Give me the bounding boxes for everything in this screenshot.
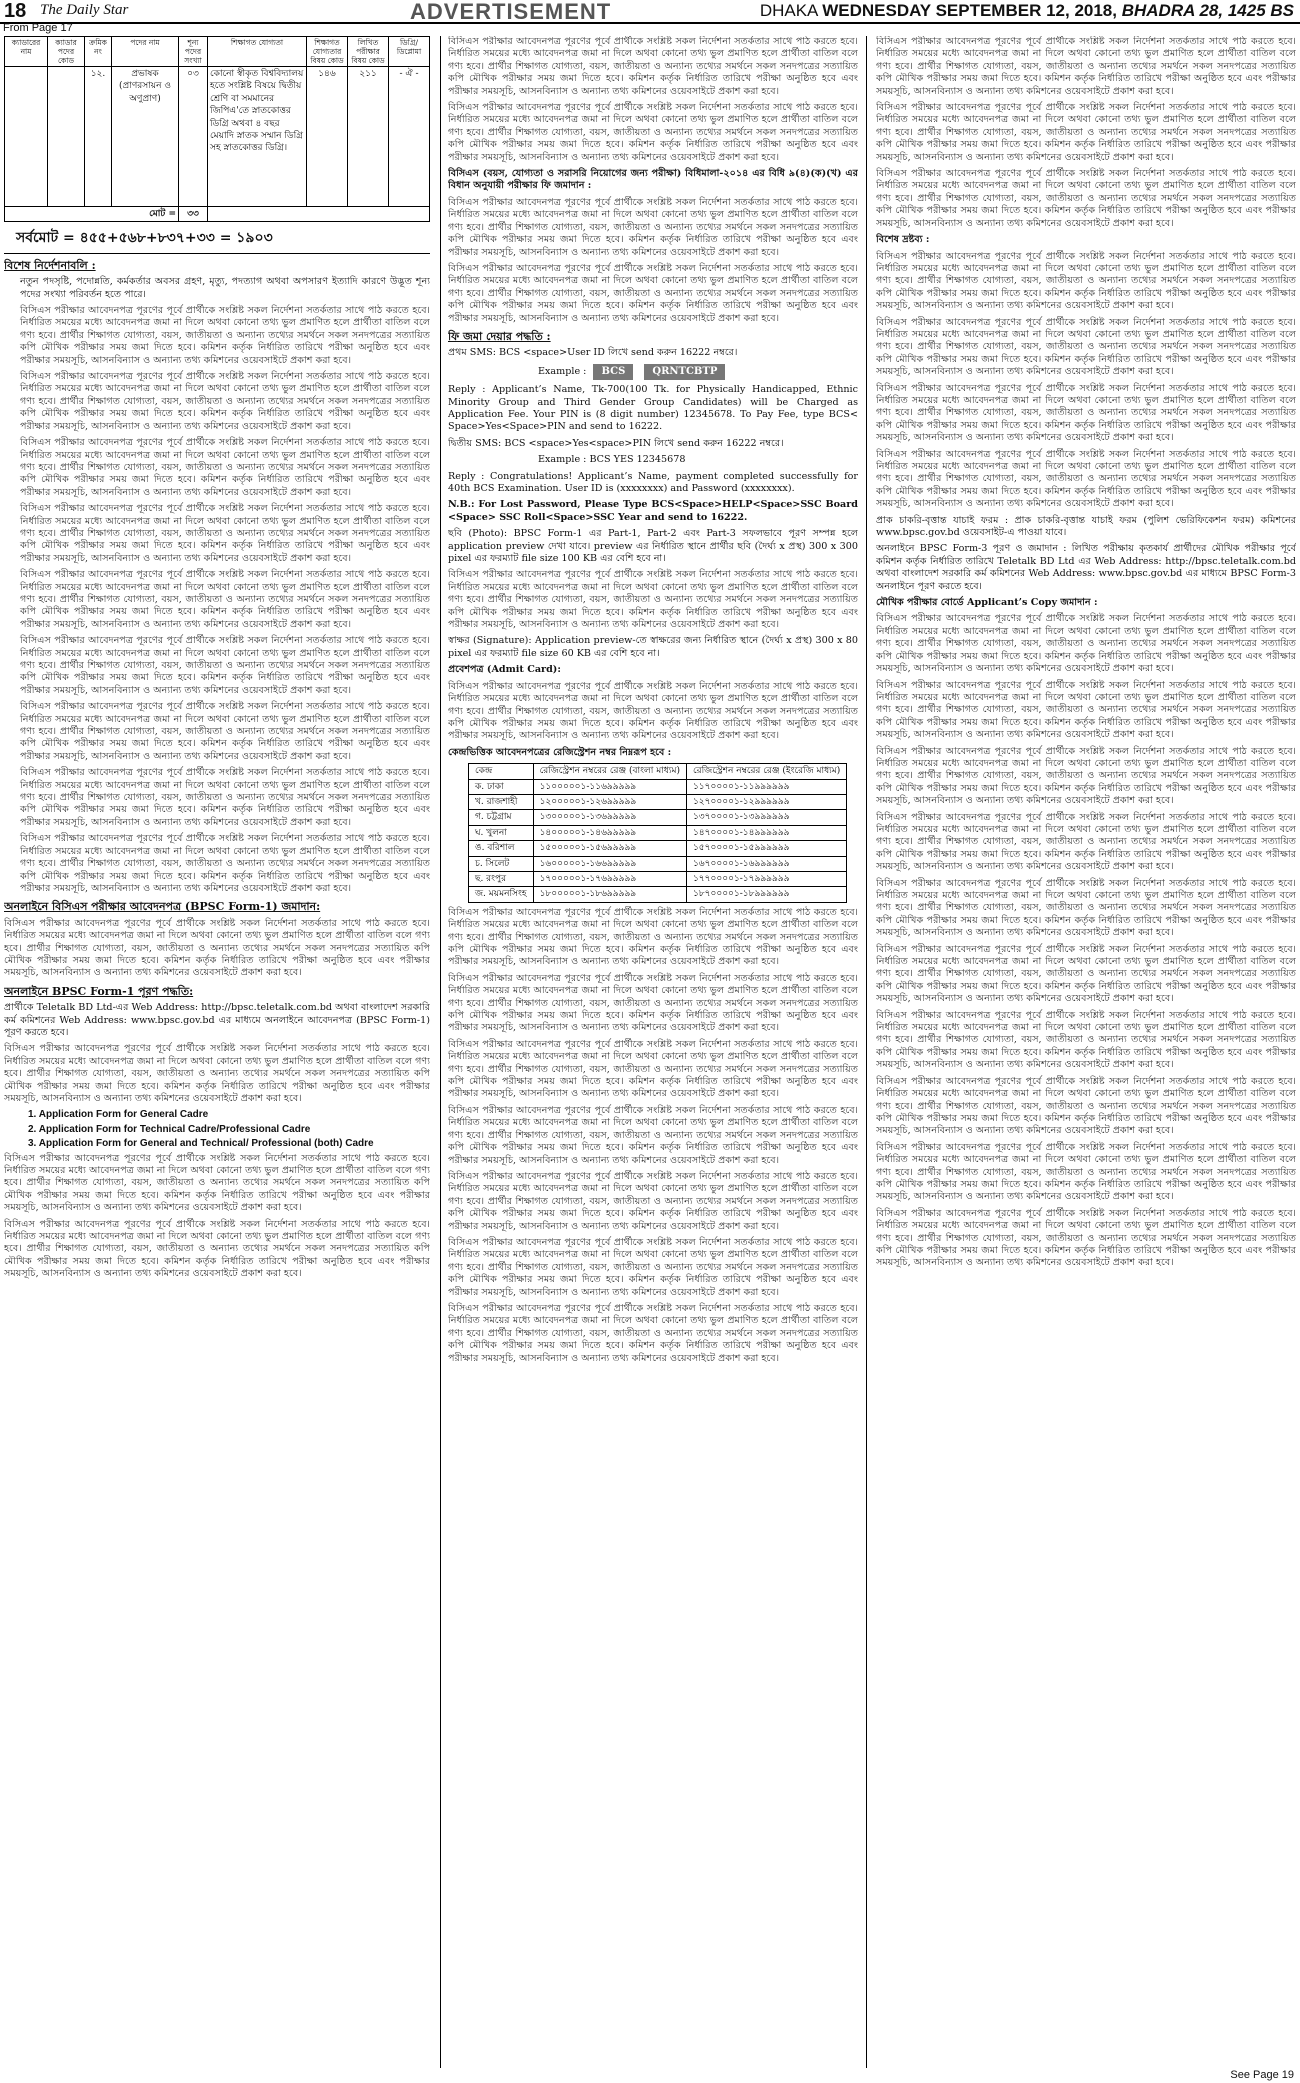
body-text: বিসিএস পরীক্ষার আবেদনপত্র পূরণের পূর্বে প্রার্থীকে সংশ্লিষ্ট সকল নির্দেশনা সতর্কতার সাথে পাঠ করতে হবে। নির্ধারিত সময়ের মধ্যে আবেদনপত্র জমা না দিলে অথবা কোনো তথ্য ভুল প্রমাণিত হলে প্রার্থীতা বাতিল বলে গণ্য হবে। প্রার্থীর শিক্ষাগত যোগ্যতা, বয়স, জাতীয়তা ও অন্যান্য তথ্যের সমর্থনে সকল সনদপত্রের সত্যায়িত কপি মৌখিক পরীক্ষার সময় জমা দিতে হবে। কমিশন কর্তৃক নির্ধারিত তারিখে পরীক্ষা অনুষ্ঠিত হবে এবং পরীক্ষার সময়সূচি, আসনবিন্যাস ও অন্যান্য তথ্য কমিশনের ওয়েবসাইটে প্রকাশ করা হবে।	[876, 316, 1296, 378]
table-header-cell: কেন্দ্র	[469, 764, 534, 779]
cadre-table	[4, 36, 430, 222]
page-number: 18	[4, 0, 27, 22]
body-text: বিসিএস পরীক্ষার আবেদনপত্র পূরণের পূর্বে প্রার্থীকে সংশ্লিষ্ট সকল নির্দেশনা সতর্কতার সাথে পাঠ করতে হবে। নির্ধারিত সময়ের মধ্যে আবেদনপত্র জমা না দিলে অথবা কোনো তথ্য ভুল প্রমাণিত হলে প্রার্থীতা বাতিল বলে গণ্য হবে। প্রার্থীর শিক্ষাগত যোগ্যতা, বয়স, জাতীয়তা ও অন্যান্য তথ্যের সমর্থনে সকল সনদপত্রের সত্যায়িত কপি মৌখিক পরীক্ষার সময় জমা দিতে হবে। কমিশন কর্তৃক নির্ধারিত তারিখে পরীক্ষা অনুষ্ঠিত হবে এবং পরীক্ষার সময়সূচি, আসনবিন্যাস ও অন্যান্য তথ্য কমিশনের ওয়েবসাইটে প্রকাশ করা হবে।	[20, 767, 430, 828]
website-instruction: প্রার্থীকে Teletalk BD Ltd-এর Web Address: http://bpsc.teletalk.com.bd অথবা বাংলাদেশ সরকারি কর্ম কমিশনের Web Address: www.bpsc.gov.bd এর মাধ্যমে অনলাইনে আবেদনপত্র (BPSC Form-1) পূরণ করতে হবে।	[4, 1002, 430, 1038]
body-text: বিসিএস পরীক্ষার আবেদনপত্র পূরণের পূর্বে প্রার্থীকে সংশ্লিষ্ট সকল নির্দেশনা সতর্কতার সাথে পাঠ করতে হবে। নির্ধারিত সময়ের মধ্যে আবেদনপত্র জমা না দিলে অথবা কোনো তথ্য ভুল প্রমাণিত হলে প্রার্থীতা বাতিল বলে গণ্য হবে। প্রার্থীর শিক্ষাগত যোগ্যতা, বয়স, জাতীয়তা ও অন্যান্য তথ্যের সমর্থনে সকল সনদপত্রের সত্যায়িত কপি মৌখিক পরীক্ষার সময় জমা দিতে হবে। কমিশন কর্তৃক নির্ধারিত তারিখে পরীক্ষা অনুষ্ঠিত হবে এবং পরীক্ষার সময়সূচি, আসনবিন্যাস ও অন্যান্য তথ্য কমিশনের ওয়েবসাইটে প্রকাশ করা হবে।	[876, 613, 1296, 675]
body-text: বিসিএস পরীক্ষার আবেদনপত্র পূরণের পূর্বে প্রার্থীকে সংশ্লিষ্ট সকল নির্দেশনা সতর্কতার সাথে পাঠ করতে হবে। নির্ধারিত সময়ের মধ্যে আবেদনপত্র জমা না দিলে অথবা কোনো তথ্য ভুল প্রমাণিত হলে প্রার্থীতা বাতিল বলে গণ্য হবে। প্রার্থীর শিক্ষাগত যোগ্যতা, বয়স, জাতীয়তা ও অন্যান্য তথ্যের সমর্থনে সকল সনদপত্রের সত্যায়িত কপি মৌখিক পরীক্ষার সময় জমা দিতে হবে। কমিশন কর্তৃক নির্ধারিত তারিখে পরীক্ষা অনুষ্ঠিত হবে এবং পরীক্ষার সময়সূচি, আসনবিন্যাস ও অন্যান্য তথ্য কমিশনের ওয়েবসাইটে প্রকাশ করা হবে।	[4, 1218, 430, 1280]
body-text: বিসিএস পরীক্ষার আবেদনপত্র পূরণের পূর্বে প্রার্থীকে সংশ্লিষ্ট সকল নির্দেশনা সতর্কতার সাথে পাঠ করতে হবে। নির্ধারিত সময়ের মধ্যে আবেদনপত্র জমা না দিলে অথবা কোনো তথ্য ভুল প্রমাণিত হলে প্রার্থীতা বাতিল বলে গণ্য হবে। প্রার্থীর শিক্ষাগত যোগ্যতা, বয়স, জাতীয়তা ও অন্যান্য তথ্যের সমর্থনে সকল সনদপত্রের সত্যায়িত কপি মৌখিক পরীক্ষার সময় জমা দিতে হবে। কমিশন কর্তৃক নির্ধারিত তারিখে পরীক্ষা অনুষ্ঠিত হবে এবং পরীক্ষার সময়সূচি, আসনবিন্যাস ও অন্যান্য তথ্য কমিশনের ওয়েবসাইটে প্রকাশ করা হবে।	[876, 36, 1296, 97]
body-text: বিসিএস পরীক্ষার আবেদনপত্র পূরণের পূর্বে প্রার্থীকে সংশ্লিষ্ট সকল নির্দেশনা সতর্কতার সাথে পাঠ করতে হবে। নির্ধারিত সময়ের মধ্যে আবেদনপত্র জমা না দিলে অথবা কোনো তথ্য ভুল প্রমাণিত হলে প্রার্থীতা বাতিল বলে গণ্য হবে। প্রার্থীর শিক্ষাগত যোগ্যতা, বয়স, জাতীয়তা ও অন্যান্য তথ্যের সমর্থনে সকল সনদপত্রের সত্যায়িত কপি মৌখিক পরীক্ষার সময় জমা দিতে হবে। কমিশন কর্তৃক নির্ধারিত তারিখে পরীক্ষা অনুষ্ঠিত হবে এবং পরীক্ষার সময়সূচি, আসনবিন্যাস ও অন্যান্য তথ্য কমিশনের ওয়েবসাইটে প্রকাশ করা হবে।	[4, 1152, 430, 1214]
table-row	[5, 67, 430, 207]
table-cell: প্রভাষক (প্রাণরসায়ন ও অণুপ্রাণ)	[112, 67, 179, 207]
column-right	[876, 36, 1296, 2066]
body-text: বিসিএস পরীক্ষার আবেদনপত্র পূরণের পূর্বে প্রার্থীকে সংশ্লিষ্ট সকল নির্দেশনা সতর্কতার সাথে পাঠ করতে হবে। নির্ধারিত সময়ের মধ্যে আবেদনপত্র জমা না দিলে অথবা কোনো তথ্য ভুল প্রমাণিত হলে প্রার্থীতা বাতিল বলে গণ্য হবে। প্রার্থীর শিক্ষাগত যোগ্যতা, বয়স, জাতীয়তা ও অন্যান্য তথ্যের সমর্থনে সকল সনদপত্রের সত্যায়িত কপি মৌখিক পরীক্ষার সময় জমা দিতে হবে। কমিশন কর্তৃক নির্ধারিত তারিখে পরীক্ষা অনুষ্ঠিত হবে এবং পরীক্ষার সময়সূচি, আসনবিন্যাস ও অন্যান্য তথ্য কমিশনের ওয়েবসাইটে প্রকাশ করা হবে।	[876, 877, 1296, 939]
special-note-label: বিশেষ দ্রষ্টব্য :	[876, 234, 930, 246]
table-cell: ঙ. বরিশাল	[469, 841, 534, 856]
body-text: বিসিএস পরীক্ষার আবেদনপত্র পূরণের পূর্বে প্রার্থীকে সংশ্লিষ্ট সকল নির্দেশনা সতর্কতার সাথে পাঠ করতে হবে। নির্ধারিত সময়ের মধ্যে আবেদনপত্র জমা না দিলে অথবা কোনো তথ্য ভুল প্রমাণিত হলে প্রার্থীতা বাতিল বলে গণ্য হবে। প্রার্থীর শিক্ষাগত যোগ্যতা, বয়স, জাতীয়তা ও অন্যান্য তথ্যের সমর্থনে সকল সনদপত্রের সত্যায়িত কপি মৌখিক পরীক্ষার সময় জমা দিতে হবে। কমিশন কর্তৃক নির্ধারিত তারিখে পরীক্ষা অনুষ্ঠিত হবে এবং পরীক্ষার সময়সূচি, আসনবিন্যাস ও অন্যান্য তথ্য কমিশনের ওয়েবসাইটে প্রকাশ করা হবে।	[876, 102, 1296, 163]
fee-method-title: ফি জমা দেয়ার পদ্ধতি :	[448, 329, 551, 343]
table-header-cell: ক্যাডার পদের কোড	[48, 37, 85, 67]
table-cell: ছ. রংপুর	[469, 871, 534, 886]
page-header	[0, 0, 1300, 24]
column-middle	[448, 36, 858, 2066]
body-text: বিসিএস পরীক্ষার আবেদনপত্র পূরণের পূর্বে প্রার্থীকে সংশ্লিষ্ট সকল নির্দেশনা সতর্কতার সাথে পাঠ করতে হবে। নির্ধারিত সময়ের মধ্যে আবেদনপত্র জমা না দিলে অথবা কোনো তথ্য ভুল প্রমাণিত হলে প্রার্থীতা বাতিল বলে গণ্য হবে। প্রার্থীর শিক্ষাগত যোগ্যতা, বয়স, জাতীয়তা ও অন্যান্য তথ্যের সমর্থনে সকল সনদপত্রের সত্যায়িত কপি মৌখিক পরীক্ষার সময় জমা দিতে হবে। কমিশন কর্তৃক নির্ধারিত তারিখে পরীক্ষা অনুষ্ঠিত হবে এবং পরীক্ষার সময়সূচি, আসনবিন্যাস ও অন্যান্য তথ্য কমিশনের ওয়েবসাইটে প্রকাশ করা হবে।	[20, 701, 430, 762]
table-cell: ১২.	[85, 67, 112, 207]
body-text: বিসিএস পরীক্ষার আবেদনপত্র পূরণের পূর্বে প্রার্থীকে সংশ্লিষ্ট সকল নির্দেশনা সতর্কতার সাথে পাঠ করতে হবে। নির্ধারিত সময়ের মধ্যে আবেদনপত্র জমা না দিলে অথবা কোনো তথ্য ভুল প্রমাণিত হলে প্রার্থীতা বাতিল বলে গণ্য হবে। প্রার্থীর শিক্ষাগত যোগ্যতা, বয়স, জাতীয়তা ও অন্যান্য তথ্যের সমর্থনে সকল সনদপত্রের সত্যায়িত কপি মৌখিক পরীক্ষার সময় জমা দিতে হবে। কমিশন কর্তৃক নির্ধারিত তারিখে পরীক্ষা অনুষ্ঠিত হবে এবং পরীক্ষার সময়সূচি, আসনবিন্যাস ও অন্যান্য তথ্য কমিশনের ওয়েবসাইটে প্রকাশ করা হবে।	[448, 1236, 858, 1298]
example-user-id: QRNTCBTP	[644, 364, 725, 380]
table-header-cell: রেজিস্ট্রেশন নম্বরের রেঞ্জ (ইংরেজি মাধ্যম)	[686, 764, 846, 779]
photo-instruction: ছবি (Photo): BPSC Form-1 এর Part-1, Part-2 এবং Part-3 সফলভাবে পূরণ সম্পন্ন হলে application preview দেখা যাবে। preview এর নির্ধারিত স্থানে প্রার্থীর ছবি (দৈর্ঘ্য x প্রস্থ) 300 x 300 pixel এর ফরম্যাট file size 100 KB এর বেশি হবে না।	[448, 528, 858, 565]
body-text: বিসিএস পরীক্ষার আবেদনপত্র পূরণের পূর্বে প্রার্থীকে সংশ্লিষ্ট সকল নির্দেশনা সতর্কতার সাথে পাঠ করতে হবে। নির্ধারিত সময়ের মধ্যে আবেদনপত্র জমা না দিলে অথবা কোনো তথ্য ভুল প্রমাণিত হলে প্রার্থীতা বাতিল বলে গণ্য হবে। প্রার্থীর শিক্ষাগত যোগ্যতা, বয়স, জাতীয়তা ও অন্যান্য তথ্যের সমর্থনে সকল সনদপত্রের সত্যায়িত কপি মৌখিক পরীক্ষার সময় জমা দিতে হবে। কমিশন কর্তৃক নির্ধারিত তারিখে পরীক্ষা অনুষ্ঠিত হবে এবং পরীক্ষার সময়সূচি, আসনবিন্যাস ও অন্যান্য তথ্য কমিশনের ওয়েবসাইটে প্রকাশ করা হবে।	[876, 1141, 1296, 1203]
table-cell: ১৫৭০০০০১-১৫৯৯৯৯৯৯	[686, 841, 846, 856]
table-row	[469, 825, 847, 840]
special-instructions-title: বিশেষ নির্দেশনাবলি :	[4, 258, 96, 272]
body-text: বিসিএস পরীক্ষার আবেদনপত্র পূরণের পূর্বে প্রার্থীকে সংশ্লিষ্ট সকল নির্দেশনা সতর্কতার সাথে পাঠ করতে হবে। নির্ধারিত সময়ের মধ্যে আবেদনপত্র জমা না দিলে অথবা কোনো তথ্য ভুল প্রমাণিত হলে প্রার্থীতা বাতিল বলে গণ্য হবে। প্রার্থীর শিক্ষাগত যোগ্যতা, বয়স, জাতীয়তা ও অন্যান্য তথ্যের সমর্থনে সকল সনদপত্রের সত্যায়িত কপি মৌখিক পরীক্ষার সময় জমা দিতে হবে। কমিশন কর্তৃক নির্ধারিত তারিখে পরীক্ষা অনুষ্ঠিত হবে এবং পরীক্ষার সময়সূচি, আসনবিন্যাস ও অন্যান্য তথ্য কমিশনের ওয়েবসাইটে প্রকাশ করা হবে।	[20, 305, 430, 366]
form-list-item: 3. Application Form for General and Technical/ Professional (both) Cadre	[28, 1138, 374, 1150]
table-header-cell: শিক্ষাগত যোগ্যতার বিষয় কোড	[307, 37, 348, 67]
body-text: বিসিএস পরীক্ষার আবেদনপত্র পূরণের পূর্বে প্রার্থীকে সংশ্লিষ্ট সকল নির্দেশনা সতর্কতার সাথে পাঠ করতে হবে। নির্ধারিত সময়ের মধ্যে আবেদনপত্র জমা না দিলে অথবা কোনো তথ্য ভুল প্রমাণিত হলে প্রার্থীতা বাতিল বলে গণ্য হবে। প্রার্থীর শিক্ষাগত যোগ্যতা, বয়স, জাতীয়তা ও অন্যান্য তথ্যের সমর্থনে সকল সনদপত্রের সত্যায়িত কপি মৌখিক পরীক্ষার সময় জমা দিতে হবে। কমিশন কর্তৃক নির্ধারিত তারিখে পরীক্ষা অনুষ্ঠিত হবে এবং পরীক্ষার সময়সূচি, আসনবিন্যাস ও অন্যান্য তথ্য কমিশনের ওয়েবসাইটে প্রকাশ করা হবে।	[20, 833, 430, 894]
body-text: বিসিএস পরীক্ষার আবেদনপত্র পূরণের পূর্বে প্রার্থীকে সংশ্লিষ্ট সকল নির্দেশনা সতর্কতার সাথে পাঠ করতে হবে। নির্ধারিত সময়ের মধ্যে আবেদনপত্র জমা না দিলে অথবা কোনো তথ্য ভুল প্রমাণিত হলে প্রার্থীতা বাতিল বলে গণ্য হবে। প্রার্থীর শিক্ষাগত যোগ্যতা, বয়স, জাতীয়তা ও অন্যান্য তথ্যের সমর্থনে সকল সনদপত্রের সত্যায়িত কপি মৌখিক পরীক্ষার সময় জমা দিতে হবে। কমিশন কর্তৃক নির্ধারিত তারিখে পরীক্ষা অনুষ্ঠিত হবে এবং পরীক্ষার সময়সূচি, আসনবিন্যাস ও অন্যান্য তথ্য কমিশনের ওয়েবসাইটে প্রকাশ করা হবে।	[876, 448, 1296, 510]
table-cell	[48, 67, 85, 207]
body-text: বিসিএস পরীক্ষার আবেদনপত্র পূরণের পূর্বে প্রার্থীকে সংশ্লিষ্ট সকল নির্দেশনা সতর্কতার সাথে পাঠ করতে হবে। নির্ধারিত সময়ের মধ্যে আবেদনপত্র জমা না দিলে অথবা কোনো তথ্য ভুল প্রমাণিত হলে প্রার্থীতা বাতিল বলে গণ্য হবে। প্রার্থীর শিক্ষাগত যোগ্যতা, বয়স, জাতীয়তা ও অন্যান্য তথ্যের সমর্থনে সকল সনদপত্রের সত্যায়িত কপি মৌখিক পরীক্ষার সময় জমা দিতে হবে। কমিশন কর্তৃক নির্ধারিত তারিখে পরীক্ষা অনুষ্ঠিত হবে এবং পরীক্ষার সময়সূচি, আসনবিন্যাস ও অন্যান্য তথ্য কমিশনের ওয়েবসাইটে প্রকাশ করা হবে।	[20, 635, 430, 696]
table-cell: - ঐ -	[389, 67, 430, 207]
grand-total: সর্বমোট = ৪৫৫+৫৬৮+৮৩৭+৩৩ = ১৯০৩	[16, 230, 273, 247]
example-label: Example :	[538, 365, 587, 377]
table-cell: ১৬০০০০০১-১৬৬৯৯৯৯৯	[533, 856, 686, 871]
dateline-date: WEDNESDAY SEPTEMBER 12, 2018,	[822, 1, 1117, 20]
total-value: ৩৩	[179, 207, 208, 222]
table-cell: ঘ. খুলনা	[469, 825, 534, 840]
table-header-row	[469, 764, 847, 779]
table-row	[469, 794, 847, 809]
body-text: বিসিএস পরীক্ষার আবেদনপত্র পূরণের পূর্বে প্রার্থীকে সংশ্লিষ্ট সকল নির্দেশনা সতর্কতার সাথে পাঠ করতে হবে। নির্ধারিত সময়ের মধ্যে আবেদনপত্র জমা না দিলে অথবা কোনো তথ্য ভুল প্রমাণিত হলে প্রার্থীতা বাতিল বলে গণ্য হবে। প্রার্থীর শিক্ষাগত যোগ্যতা, বয়স, জাতীয়তা ও অন্যান্য তথ্যের সমর্থনে সকল সনদপত্রের সত্যায়িত কপি মৌখিক পরীক্ষার সময় জমা দিতে হবে। কমিশন কর্তৃক নির্ধারিত তারিখে পরীক্ষা অনুষ্ঠিত হবে এবং পরীক্ষার সময়সূচি, আসনবিন্যাস ও অন্যান্য তথ্য কমিশনের ওয়েবসাইটে প্রকাশ করা হবে।	[876, 811, 1296, 873]
table-cell: চ. সিলেট	[469, 856, 534, 871]
table-header-cell: ক্যাডারের নাম	[5, 37, 48, 67]
body-text: বিসিএস পরীক্ষার আবেদনপত্র পূরণের পূর্বে প্রার্থীকে সংশ্লিষ্ট সকল নির্দেশনা সতর্কতার সাথে পাঠ করতে হবে। নির্ধারিত সময়ের মধ্যে আবেদনপত্র জমা না দিলে অথবা কোনো তথ্য ভুল প্রমাণিত হলে প্রার্থীতা বাতিল বলে গণ্য হবে। প্রার্থীর শিক্ষাগত যোগ্যতা, বয়স, জাতীয়তা ও অন্যান্য তথ্যের সমর্থনে সকল সনদপত্রের সত্যায়িত কপি মৌখিক পরীক্ষার সময় জমা দিতে হবে। কমিশন কর্তৃক নির্ধারিত তারিখে পরীক্ষা অনুষ্ঠিত হবে এবং পরীক্ষার সময়সূচি, আসনবিন্যাস ও অন্যান্য তথ্য কমিশনের ওয়েবসাইটে প্রকাশ করা হবে।	[876, 382, 1296, 444]
form3-instruction: অনলাইনে BPSC Form-3 পূরণ ও জমাদান : লিখিত পরীক্ষায় কৃতকার্য প্রার্থীদের মৌখিক পরীক্ষার পূর্বে কমিশন কর্তৃক নির্ধারিত তারিখে Teletalk BD Ltd এর Web Address: http://bpsc.teletalk.com.bd অথবা বাংলাদেশ সরকারি কর্ম কমিশনের Web Address: www.bpsc.gov.bd এর মাধ্যমে BPSC Form-3 অনলাইনে পূরণ করতে হবে।	[876, 543, 1296, 592]
column-divider	[440, 36, 441, 2068]
body-text: বিসিএস পরীক্ষার আবেদনপত্র পূরণের পূর্বে প্রার্থীকে সংশ্লিষ্ট সকল নির্দেশনা সতর্কতার সাথে পাঠ করতে হবে। নির্ধারিত সময়ের মধ্যে আবেদনপত্র জমা না দিলে অথবা কোনো তথ্য ভুল প্রমাণিত হলে প্রার্থীতা বাতিল বলে গণ্য হবে। প্রার্থীর শিক্ষাগত যোগ্যতা, বয়স, জাতীয়তা ও অন্যান্য তথ্যের সমর্থনে সকল সনদপত্রের সত্যায়িত কপি মৌখিক পরীক্ষার সময় জমা দিতে হবে। কমিশন কর্তৃক নির্ধারিত তারিখে পরীক্ষা অনুষ্ঠিত হবে এবং পরীক্ষার সময়সূচি, আসনবিন্যাস ও অন্যান্য তথ্য কমিশনের ওয়েবসাইটে প্রকাশ করা হবে।	[448, 1038, 858, 1100]
dateline-bangla-date: BHADRA 28, 1425 BS	[1121, 1, 1294, 20]
table-row	[469, 856, 847, 871]
example-row	[448, 364, 858, 380]
body-text: বিসিএস পরীক্ষার আবেদনপত্র পূরণের পূর্বে প্রার্থীকে সংশ্লিষ্ট সকল নির্দেশনা সতর্কতার সাথে পাঠ করতে হবে। নির্ধারিত সময়ের মধ্যে আবেদনপত্র জমা না দিলে অথবা কোনো তথ্য ভুল প্রমাণিত হলে প্রার্থীতা বাতিল বলে গণ্য হবে। প্রার্থীর শিক্ষাগত যোগ্যতা, বয়স, জাতীয়তা ও অন্যান্য তথ্যের সমর্থনে সকল সনদপত্রের সত্যায়িত কপি মৌখিক পরীক্ষার সময় জমা দিতে হবে। কমিশন কর্তৃক নির্ধারিত তারিখে পরীক্ষা অনুষ্ঠিত হবে এবং পরীক্ষার সময়সূচি, আসনবিন্যাস ও অন্যান্য তথ্য কমিশনের ওয়েবসাইটে প্রকাশ করা হবে।	[448, 1302, 858, 1364]
second-sms: দ্বিতীয় SMS: BCS <space>Yes<space>PIN লিখে send করুন 16222 নম্বরে।	[448, 437, 784, 449]
body-text: বিসিএস পরীক্ষার আবেদনপত্র পূরণের পূর্বে প্রার্থীকে সংশ্লিষ্ট সকল নির্দেশনা সতর্কতার সাথে পাঠ করতে হবে। নির্ধারিত সময়ের মধ্যে আবেদনপত্র জমা না দিলে অথবা কোনো তথ্য ভুল প্রমাণিত হলে প্রার্থীতা বাতিল বলে গণ্য হবে। প্রার্থীর শিক্ষাগত যোগ্যতা, বয়স, জাতীয়তা ও অন্যান্য তথ্যের সমর্থনে সকল সনদপত্রের সত্যায়িত কপি মৌখিক পরীক্ষার সময় জমা দিতে হবে। কমিশন কর্তৃক নির্ধারিত তারিখে পরীক্ষা অনুষ্ঠিত হবে এবং পরীক্ষার সময়সূচি, আসনবিন্যাস ও অন্যান্য তথ্য কমিশনের ওয়েবসাইটে প্রকাশ করা হবে।	[448, 36, 858, 97]
body-text: বিসিএস পরীক্ষার আবেদনপত্র পূরণের পূর্বে প্রার্থীকে সংশ্লিষ্ট সকল নির্দেশনা সতর্কতার সাথে পাঠ করতে হবে। নির্ধারিত সময়ের মধ্যে আবেদনপত্র জমা না দিলে অথবা কোনো তথ্য ভুল প্রমাণিত হলে প্রার্থীতা বাতিল বলে গণ্য হবে। প্রার্থীর শিক্ষাগত যোগ্যতা, বয়স, জাতীয়তা ও অন্যান্য তথ্যের সমর্থনে সকল সনদপত্রের সত্যায়িত কপি মৌখিক পরীক্ষার সময় জমা দিতে হবে। কমিশন কর্তৃক নির্ধারিত তারিখে পরীক্ষা অনুষ্ঠিত হবে এবং পরীক্ষার সময়সূচি, আসনবিন্যাস ও অন্যান্য তথ্য কমিশনের ওয়েবসাইটে প্রকাশ করা হবে।	[4, 1043, 430, 1104]
table-cell: ১৮০০০০০১-১৮৬৯৯৯৯৯	[533, 887, 686, 902]
table-header-cell: ডিগ্রি/ডিপ্লোমা	[389, 37, 430, 67]
viva-title: মৌখিক পরীক্ষার বোর্ডে Applicant’s Copy জমাদান :	[876, 597, 1098, 609]
table-cell: ১১০০০০০১-১১৬৯৯৯৯৯	[533, 779, 686, 794]
table-cell: ১৭০০০০০১-১৭৬৯৯৯৯৯	[533, 871, 686, 886]
table-cell: ১২০০০০০১-১২৬৯৯৯৯৯	[533, 794, 686, 809]
body-text: বিসিএস পরীক্ষার আবেদনপত্র পূরণের পূর্বে প্রার্থীকে সংশ্লিষ্ট সকল নির্দেশনা সতর্কতার সাথে পাঠ করতে হবে। নির্ধারিত সময়ের মধ্যে আবেদনপত্র জমা না দিলে অথবা কোনো তথ্য ভুল প্রমাণিত হলে প্রার্থীতা বাতিল বলে গণ্য হবে। প্রার্থীর শিক্ষাগত যোগ্যতা, বয়স, জাতীয়তা ও অন্যান্য তথ্যের সমর্থনে সকল সনদপত্রের সত্যায়িত কপি মৌখিক পরীক্ষার সময় জমা দিতে হবে। কমিশন কর্তৃক নির্ধারিত তারিখে পরীক্ষা অনুষ্ঠিত হবে এবং পরীক্ষার সময়সূচি, আসনবিন্যাস ও অন্যান্য তথ্য কমিশনের ওয়েবসাইটে প্রকাশ করা হবে।	[876, 1075, 1296, 1137]
bpsc-form-title: অনলাইনে BPSC Form-1 পূরণ পদ্ধতি:	[4, 984, 194, 998]
table-header-cell: পদের নাম	[112, 37, 179, 67]
table-header-cell: লিখিত পরীক্ষার বিষয় কোড	[348, 37, 389, 67]
fee-process-title: বিসিএস (বয়স, যোগ্যতা ও সরাসরি নিয়োগের জন্য পরীক্ষা) বিধিমালা-২০১৪ এর বিধি ৯(৪)(ক)(খ) এর বিধান অনুযায়ী পরীক্ষার ফি জমাদান :	[448, 168, 858, 192]
body-text: বিসিএস পরীক্ষার আবেদনপত্র পূরণের পূর্বে প্রার্থীকে সংশ্লিষ্ট সকল নির্দেশনা সতর্কতার সাথে পাঠ করতে হবে। নির্ধারিত সময়ের মধ্যে আবেদনপত্র জমা না দিলে অথবা কোনো তথ্য ভুল প্রমাণিত হলে প্রার্থীতা বাতিল বলে গণ্য হবে। প্রার্থীর শিক্ষাগত যোগ্যতা, বয়স, জাতীয়তা ও অন্যান্য তথ্যের সমর্থনে সকল সনদপত্রের সত্যায়িত কপি মৌখিক পরীক্ষার সময় জমা দিতে হবে। কমিশন কর্তৃক নির্ধারিত তারিখে পরীক্ষা অনুষ্ঠিত হবে এবং পরীক্ষার সময়সূচি, আসনবিন্যাস ও অন্যান্য তথ্য কমিশনের ওয়েবসাইটে প্রকাশ করা হবে।	[448, 972, 858, 1034]
body-text: বিসিএস পরীক্ষার আবেদনপত্র পূরণের পূর্বে প্রার্থীকে সংশ্লিষ্ট সকল নির্দেশনা সতর্কতার সাথে পাঠ করতে হবে। নির্ধারিত সময়ের মধ্যে আবেদনপত্র জমা না দিলে অথবা কোনো তথ্য ভুল প্রমাণিত হলে প্রার্থীতা বাতিল বলে গণ্য হবে। প্রার্থীর শিক্ষাগত যোগ্যতা, বয়স, জাতীয়তা ও অন্যান্য তথ্যের সমর্থনে সকল সনদপত্রের সত্যায়িত কপি মৌখিক পরীক্ষার সময় জমা দিতে হবে। কমিশন কর্তৃক নির্ধারিত তারিখে পরীক্ষা অনুষ্ঠিত হবে এবং পরীক্ষার সময়সূচি, আসনবিন্যাস ও অন্যান্য তথ্য কমিশনের ওয়েবসাইটে প্রকাশ করা হবে।	[876, 943, 1296, 1005]
table-header-cell: ক্রমিক নং	[85, 37, 112, 67]
table-row	[469, 810, 847, 825]
body-text: বিসিএস পরীক্ষার আবেদনপত্র পূরণের পূর্বে প্রার্থীকে সংশ্লিষ্ট সকল নির্দেশনা সতর্কতার সাথে পাঠ করতে হবে। নির্ধারিত সময়ের মধ্যে আবেদনপত্র জমা না দিলে অথবা কোনো তথ্য ভুল প্রমাণিত হলে প্রার্থীতা বাতিল বলে গণ্য হবে। প্রার্থীর শিক্ষাগত যোগ্যতা, বয়স, জাতীয়তা ও অন্যান্য তথ্যের সমর্থনে সকল সনদপত্রের সত্যায়িত কপি মৌখিক পরীক্ষার সময় জমা দিতে হবে। কমিশন কর্তৃক নির্ধারিত তারিখে পরীক্ষা অনুষ্ঠিত হবে এবং পরীক্ষার সময়সূচি, আসনবিন্যাস ও অন্যান্য তথ্য কমিশনের ওয়েবসাইটে প্রকাশ করা হবে।	[448, 1170, 858, 1232]
body-text: বিসিএস পরীক্ষার আবেদনপত্র পূরণের পূর্বে প্রার্থীকে সংশ্লিষ্ট সকল নির্দেশনা সতর্কতার সাথে পাঠ করতে হবে। নির্ধারিত সময়ের মধ্যে আবেদনপত্র জমা না দিলে অথবা কোনো তথ্য ভুল প্রমাণিত হলে প্রার্থীতা বাতিল বলে গণ্য হবে। প্রার্থীর শিক্ষাগত যোগ্যতা, বয়স, জাতীয়তা ও অন্যান্য তথ্যের সমর্থনে সকল সনদপত্রের সত্যায়িত কপি মৌখিক পরীক্ষার সময় জমা দিতে হবে। কমিশন কর্তৃক নির্ধারিত তারিখে পরীক্ষা অনুষ্ঠিত হবে এবং পরীক্ষার সময়সূচি, আসনবিন্যাস ও অন্যান্য তথ্য কমিশনের ওয়েবসাইটে প্রকাশ করা হবে।	[20, 569, 430, 630]
centre-table-title: কেন্দ্রভিত্তিক আবেদনপত্রের রেজিস্ট্রেশন নম্বর নিম্নরূপ হবে :	[448, 746, 672, 758]
dateline-place: DHAKA	[759, 1, 818, 20]
table-total-row	[5, 207, 430, 222]
from-page-label: From Page 17	[3, 22, 73, 34]
total-label: মোট =	[5, 207, 179, 222]
admit-card-title: প্রবেশপত্র (Admit Card):	[448, 664, 561, 676]
table-cell: ২১১	[348, 67, 389, 207]
reply-message: Reply : Applicant’s Name, Tk-700(100 Tk. for Physically Handicapped, Ethnic Minority Group and Third Gender Group Candidates) will be Charged as Application Fee. Your PIN is (8 digit number) 12345678. To Pay Fee, type BCS< Space>Yes<Space>PIN and send to 16222.	[448, 384, 858, 433]
nb-note: N.B.: For Lost Password, Please Type BCS<Space>HELP<Space>SSC Board <Space> SSC Roll<Space>SSC Year and send to 16222.	[448, 499, 858, 523]
body-text: বিসিএস পরীক্ষার আবেদনপত্র পূরণের পূর্বে প্রার্থীকে সংশ্লিষ্ট সকল নির্দেশনা সতর্কতার সাথে পাঠ করতে হবে। নির্ধারিত সময়ের মধ্যে আবেদনপত্র জমা না দিলে অথবা কোনো তথ্য ভুল প্রমাণিত হলে প্রার্থীতা বাতিল বলে গণ্য হবে। প্রার্থীর শিক্ষাগত যোগ্যতা, বয়স, জাতীয়তা ও অন্যান্য তথ্যের সমর্থনে সকল সনদপত্রের সত্যায়িত কপি মৌখিক পরীক্ষার সময় জমা দিতে হবে। কমিশন কর্তৃক নির্ধারিত তারিখে পরীক্ষা অনুষ্ঠিত হবে এবং পরীক্ষার সময়সূচি, আসনবিন্যাস ও অন্যান্য তথ্য কমিশনের ওয়েবসাইটে প্রকাশ করা হবে।	[20, 371, 430, 432]
table-row	[469, 871, 847, 886]
table-cell: খ. রাজশাহী	[469, 794, 534, 809]
table-row	[469, 887, 847, 902]
form-list-item: 2. Application Form for Technical Cadre/Professional Cadre	[28, 1123, 311, 1135]
example-sms-keyword: BCS	[593, 364, 633, 380]
table-cell: ক. ঢাকা	[469, 779, 534, 794]
continued-label: See Page 19	[1230, 2069, 1294, 2081]
table-header-cell: শিক্ষাগত যোগ্যতা	[208, 37, 307, 67]
table-cell: ১১৭০০০০১-১১৯৯৯৯৯৯	[686, 779, 846, 794]
table-cell: ১৪০০০০০১-১৪৬৯৯৯৯৯	[533, 825, 686, 840]
form-list-item: 1. Application Form for General Cadre	[28, 1109, 209, 1121]
reply-message-2: Reply : Congratulations! Applicant’s Name, payment completed successfully for 40th BCS Examination. User ID is (xxxxxxxx) and Password (xxxxxxxx).	[448, 470, 858, 494]
divider	[4, 253, 430, 254]
newspaper-name: The Daily Star	[40, 2, 129, 18]
body-text: বিসিএস পরীক্ষার আবেদনপত্র পূরণের পূর্বে প্রার্থীকে সংশ্লিষ্ট সকল নির্দেশনা সতর্কতার সাথে পাঠ করতে হবে। নির্ধারিত সময়ের মধ্যে আবেদনপত্র জমা না দিলে অথবা কোনো তথ্য ভুল প্রমাণিত হলে প্রার্থীতা বাতিল বলে গণ্য হবে। প্রার্থীর শিক্ষাগত যোগ্যতা, বয়স, জাতীয়তা ও অন্যান্য তথ্যের সমর্থনে সকল সনদপত্রের সত্যায়িত কপি মৌখিক পরীক্ষার সময় জমা দিতে হবে। কমিশন কর্তৃক নির্ধারিত তারিখে পরীক্ষা অনুষ্ঠিত হবে এবং পরীক্ষার সময়সূচি, আসনবিন্যাস ও অন্যান্য তথ্য কমিশনের ওয়েবসাইটে প্রকাশ করা হবে।	[876, 679, 1296, 741]
body-text: বিসিএস পরীক্ষার আবেদনপত্র পূরণের পূর্বে প্রার্থীকে সংশ্লিষ্ট সকল নির্দেশনা সতর্কতার সাথে পাঠ করতে হবে। নির্ধারিত সময়ের মধ্যে আবেদনপত্র জমা না দিলে অথবা কোনো তথ্য ভুল প্রমাণিত হলে প্রার্থীতা বাতিল বলে গণ্য হবে। প্রার্থীর শিক্ষাগত যোগ্যতা, বয়স, জাতীয়তা ও অন্যান্য তথ্যের সমর্থনে সকল সনদপত্রের সত্যায়িত কপি মৌখিক পরীক্ষার সময় জমা দিতে হবে। কমিশন কর্তৃক নির্ধারিত তারিখে পরীক্ষা অনুষ্ঠিত হবে এবং পরীক্ষার সময়সূচি, আসনবিন্যাস ও অন্যান্য তথ্য কমিশনের ওয়েবসাইটে প্রকাশ করা হবে।	[448, 1104, 858, 1166]
table-cell: ১৪৬	[307, 67, 348, 207]
police-verification-note: প্রাক চাকরি-বৃত্তান্ত যাচাই ফরম : প্রাক চাকরি-বৃত্তান্ত যাচাই ফরম (পুলিশ ভেরিফিকেশন ফরম) কমিশনের www.bpsc.gov.bd ওয়েবসাইট-এ পাওয়া যাবে।	[876, 514, 1296, 539]
body-text: বিসিএস পরীক্ষার আবেদনপত্র পূরণের পূর্বে প্রার্থীকে সংশ্লিষ্ট সকল নির্দেশনা সতর্কতার সাথে পাঠ করতে হবে। নির্ধারিত সময়ের মধ্যে আবেদনপত্র জমা না দিলে অথবা কোনো তথ্য ভুল প্রমাণিত হলে প্রার্থীতা বাতিল বলে গণ্য হবে। প্রার্থীর শিক্ষাগত যোগ্যতা, বয়স, জাতীয়তা ও অন্যান্য তথ্যের সমর্থনে সকল সনদপত্রের সত্যায়িত কপি মৌখিক পরীক্ষার সময় জমা দিতে হবে। কমিশন কর্তৃক নির্ধারিত তারিখে পরীক্ষা অনুষ্ঠিত হবে এবং পরীক্ষার সময়সূচি, আসনবিন্যাস ও অন্যান্য তথ্য কমিশনের ওয়েবসাইটে প্রকাশ করা হবে।	[448, 680, 858, 742]
table-cell	[5, 67, 48, 207]
body-text: বিসিএস পরীক্ষার আবেদনপত্র পূরণের পূর্বে প্রার্থীকে সংশ্লিষ্ট সকল নির্দেশনা সতর্কতার সাথে পাঠ করতে হবে। নির্ধারিত সময়ের মধ্যে আবেদনপত্র জমা না দিলে অথবা কোনো তথ্য ভুল প্রমাণিত হলে প্রার্থীতা বাতিল বলে গণ্য হবে। প্রার্থীর শিক্ষাগত যোগ্যতা, বয়স, জাতীয়তা ও অন্যান্য তথ্যের সমর্থনে সকল সনদপত্রের সত্যায়িত কপি মৌখিক পরীক্ষার সময় জমা দিতে হবে। কমিশন কর্তৃক নির্ধারিত তারিখে পরীক্ষা অনুষ্ঠিত হবে এবং পরীক্ষার সময়সূচি, আসনবিন্যাস ও অন্যান্য তথ্য কমিশনের ওয়েবসাইটে প্রকাশ করা হবে।	[4, 917, 430, 979]
body-text: বিসিএস পরীক্ষার আবেদনপত্র পূরণের পূর্বে প্রার্থীকে সংশ্লিষ্ট সকল নির্দেশনা সতর্কতার সাথে পাঠ করতে হবে। নির্ধারিত সময়ের মধ্যে আবেদনপত্র জমা না দিলে অথবা কোনো তথ্য ভুল প্রমাণিত হলে প্রার্থীতা বাতিল বলে গণ্য হবে। প্রার্থীর শিক্ষাগত যোগ্যতা, বয়স, জাতীয়তা ও অন্যান্য তথ্যের সমর্থনে সকল সনদপত্রের সত্যায়িত কপি মৌখিক পরীক্ষার সময় জমা দিতে হবে। কমিশন কর্তৃক নির্ধারিত তারিখে পরীক্ষা অনুষ্ঠিত হবে এবং পরীক্ষার সময়সূচি, আসনবিন্যাস ও অন্যান্য তথ্য কমিশনের ওয়েবসাইটে প্রকাশ করা হবে।	[20, 503, 430, 564]
column-left	[4, 36, 430, 2066]
table-cell: ১৩৭০০০০১-১৩৯৯৯৯৯৯	[686, 810, 846, 825]
body-text: বিসিএস পরীক্ষার আবেদনপত্র পূরণের পূর্বে প্রার্থীকে সংশ্লিষ্ট সকল নির্দেশনা সতর্কতার সাথে পাঠ করতে হবে। নির্ধারিত সময়ের মধ্যে আবেদনপত্র জমা না দিলে অথবা কোনো তথ্য ভুল প্রমাণিত হলে প্রার্থীতা বাতিল বলে গণ্য হবে। প্রার্থীর শিক্ষাগত যোগ্যতা, বয়স, জাতীয়তা ও অন্যান্য তথ্যের সমর্থনে সকল সনদপত্রের সত্যায়িত কপি মৌখিক পরীক্ষার সময় জমা দিতে হবে। কমিশন কর্তৃক নির্ধারিত তারিখে পরীক্ষা অনুষ্ঠিত হবে এবং পরীক্ষার সময়সূচি, আসনবিন্যাস ও অন্যান্য তথ্য কমিশনের ওয়েবসাইটে প্রকাশ করা হবে।	[448, 569, 858, 631]
table-cell: জ. ময়মনসিংহ	[469, 887, 534, 902]
table-header-cell: শূন্য পদের সংখ্যা	[179, 37, 208, 67]
body-text: বিসিএস পরীক্ষার আবেদনপত্র পূরণের পূর্বে প্রার্থীকে সংশ্লিষ্ট সকল নির্দেশনা সতর্কতার সাথে পাঠ করতে হবে। নির্ধারিত সময়ের মধ্যে আবেদনপত্র জমা না দিলে অথবা কোনো তথ্য ভুল প্রমাণিত হলে প্রার্থীতা বাতিল বলে গণ্য হবে। প্রার্থীর শিক্ষাগত যোগ্যতা, বয়স, জাতীয়তা ও অন্যান্য তথ্যের সমর্থনে সকল সনদপত্রের সত্যায়িত কপি মৌখিক পরীক্ষার সময় জমা দিতে হবে। কমিশন কর্তৃক নির্ধারিত তারিখে পরীক্ষা অনুষ্ঠিত হবে এবং পরীক্ষার সময়সূচি, আসনবিন্যাস ও অন্যান্য তথ্য কমিশনের ওয়েবসাইটে প্রকাশ করা হবে।	[448, 102, 858, 163]
table-row	[469, 841, 847, 856]
body-text: বিসিএস পরীক্ষার আবেদনপত্র পূরণের পূর্বে প্রার্থীকে সংশ্লিষ্ট সকল নির্দেশনা সতর্কতার সাথে পাঠ করতে হবে। নির্ধারিত সময়ের মধ্যে আবেদনপত্র জমা না দিলে অথবা কোনো তথ্য ভুল প্রমাণিত হলে প্রার্থীতা বাতিল বলে গণ্য হবে। প্রার্থীর শিক্ষাগত যোগ্যতা, বয়স, জাতীয়তা ও অন্যান্য তথ্যের সমর্থনে সকল সনদপত্রের সত্যায়িত কপি মৌখিক পরীক্ষার সময় জমা দিতে হবে। কমিশন কর্তৃক নির্ধারিত তারিখে পরীক্ষা অনুষ্ঠিত হবে এবং পরীক্ষার সময়সূচি, আসনবিন্যাস ও অন্যান্য তথ্য কমিশনের ওয়েবসাইটে প্রকাশ করা হবে।	[876, 1207, 1296, 1269]
body-text: বিসিএস পরীক্ষার আবেদনপত্র পূরণের পূর্বে প্রার্থীকে সংশ্লিষ্ট সকল নির্দেশনা সতর্কতার সাথে পাঠ করতে হবে। নির্ধারিত সময়ের মধ্যে আবেদনপত্র জমা না দিলে অথবা কোনো তথ্য ভুল প্রমাণিত হলে প্রার্থীতা বাতিল বলে গণ্য হবে। প্রার্থীর শিক্ষাগত যোগ্যতা, বয়স, জাতীয়তা ও অন্যান্য তথ্যের সমর্থনে সকল সনদপত্রের সত্যায়িত কপি মৌখিক পরীক্ষার সময় জমা দিতে হবে। কমিশন কর্তৃক নির্ধারিত তারিখে পরীক্ষা অনুষ্ঠিত হবে এবং পরীক্ষার সময়সূচি, আসনবিন্যাস ও অন্যান্য তথ্য কমিশনের ওয়েবসাইটে প্রকাশ করা হবে।	[448, 196, 858, 258]
example-2: Example : BCS YES 12345678	[538, 454, 686, 466]
table-cell: গ. চট্টগ্রাম	[469, 810, 534, 825]
special-note: নতুন পদসৃষ্টি, পদোন্নতি, কর্মকর্তার অবসর গ্রহণ, মৃত্যু, পদত্যাগ অথবা অপসারণ ইত্যাদি কারণে উদ্ভূত শূন্য পদের সংখ্যা পরিবর্তন হতে পারে।	[20, 276, 430, 300]
table-header-row	[5, 37, 430, 67]
body-text: বিসিএস পরীক্ষার আবেদনপত্র পূরণের পূর্বে প্রার্থীকে সংশ্লিষ্ট সকল নির্দেশনা সতর্কতার সাথে পাঠ করতে হবে। নির্ধারিত সময়ের মধ্যে আবেদনপত্র জমা না দিলে অথবা কোনো তথ্য ভুল প্রমাণিত হলে প্রার্থীতা বাতিল বলে গণ্য হবে। প্রার্থীর শিক্ষাগত যোগ্যতা, বয়স, জাতীয়তা ও অন্যান্য তথ্যের সমর্থনে সকল সনদপত্রের সত্যায়িত কপি মৌখিক পরীক্ষার সময় জমা দিতে হবে। কমিশন কর্তৃক নির্ধারিত তারিখে পরীক্ষা অনুষ্ঠিত হবে এবং পরীক্ষার সময়সূচি, আসনবিন্যাস ও অন্যান্য তথ্য কমিশনের ওয়েবসাইটে প্রকাশ করা হবে।	[876, 1009, 1296, 1071]
table-cell: কোনো স্বীকৃত বিশ্ববিদ্যালয় হতে সংশ্লিষ্ট বিষয়ে দ্বিতীয় শ্রেণি বা সমমানের জিপিএ'তে স্নাতকোত্তর ডিগ্রি অথবা ৪ বছর মেয়াদি স্নাতক সম্মান ডিগ্রি সহ স্নাতকোত্তর ডিগ্রি।	[208, 67, 307, 207]
table-cell: ১৭৭০০০০১-১৭৯৯৯৯৯৯	[686, 871, 846, 886]
dateline	[760, 1, 1294, 21]
signature-instruction: স্বাক্ষর (Signature): Application preview-তে স্বাক্ষরের জন্য নির্ধারিত স্থানে (দৈর্ঘ্য x প্রস্থ) 300 x 80 pixel এর ফরম্যাট file size 60 KB এর বেশি হবে না।	[448, 635, 858, 659]
table-cell: ১৬৭০০০০১-১৬৯৯৯৯৯৯	[686, 856, 846, 871]
body-text: বিসিএস পরীক্ষার আবেদনপত্র পূরণের পূর্বে প্রার্থীকে সংশ্লিষ্ট সকল নির্দেশনা সতর্কতার সাথে পাঠ করতে হবে। নির্ধারিত সময়ের মধ্যে আবেদনপত্র জমা না দিলে অথবা কোনো তথ্য ভুল প্রমাণিত হলে প্রার্থীতা বাতিল বলে গণ্য হবে। প্রার্থীর শিক্ষাগত যোগ্যতা, বয়স, জাতীয়তা ও অন্যান্য তথ্যের সমর্থনে সকল সনদপত্রের সত্যায়িত কপি মৌখিক পরীক্ষার সময় জমা দিতে হবে। কমিশন কর্তৃক নির্ধারিত তারিখে পরীক্ষা অনুষ্ঠিত হবে এবং পরীক্ষার সময়সূচি, আসনবিন্যাস ও অন্যান্য তথ্য কমিশনের ওয়েবসাইটে প্রকাশ করা হবে।	[876, 745, 1296, 807]
column-divider	[866, 36, 867, 2068]
table-cell: ০৩	[179, 67, 208, 207]
body-text: বিসিএস পরীক্ষার আবেদনপত্র পূরণের পূর্বে প্রার্থীকে সংশ্লিষ্ট সকল নির্দেশনা সতর্কতার সাথে পাঠ করতে হবে। নির্ধারিত সময়ের মধ্যে আবেদনপত্র জমা না দিলে অথবা কোনো তথ্য ভুল প্রমাণিত হলে প্রার্থীতা বাতিল বলে গণ্য হবে। প্রার্থীর শিক্ষাগত যোগ্যতা, বয়স, জাতীয়তা ও অন্যান্য তথ্যের সমর্থনে সকল সনদপত্রের সত্যায়িত কপি মৌখিক পরীক্ষার সময় জমা দিতে হবে। কমিশন কর্তৃক নির্ধারিত তারিখে পরীক্ষা অনুষ্ঠিত হবে এবং পরীক্ষার সময়সূচি, আসনবিন্যাস ও অন্যান্য তথ্য কমিশনের ওয়েবসাইটে প্রকাশ করা হবে।	[448, 906, 858, 968]
body-text: বিসিএস পরীক্ষার আবেদনপত্র পূরণের পূর্বে প্রার্থীকে সংশ্লিষ্ট সকল নির্দেশনা সতর্কতার সাথে পাঠ করতে হবে। নির্ধারিত সময়ের মধ্যে আবেদনপত্র জমা না দিলে অথবা কোনো তথ্য ভুল প্রমাণিত হলে প্রার্থীতা বাতিল বলে গণ্য হবে। প্রার্থীর শিক্ষাগত যোগ্যতা, বয়স, জাতীয়তা ও অন্যান্য তথ্যের সমর্থনে সকল সনদপত্রের সত্যায়িত কপি মৌখিক পরীক্ষার সময় জমা দিতে হবে। কমিশন কর্তৃক নির্ধারিত তারিখে পরীক্ষা অনুষ্ঠিত হবে এবং পরীক্ষার সময়সূচি, আসনবিন্যাস ও অন্যান্য তথ্য কমিশনের ওয়েবসাইটে প্রকাশ করা হবে।	[876, 168, 1296, 229]
table-cell: ১২৭০০০০১-১২৯৯৯৯৯৯	[686, 794, 846, 809]
section-title: ADVERTISEMENT	[410, 0, 612, 24]
centre-table	[468, 763, 847, 903]
body-text: বিসিএস পরীক্ষার আবেদনপত্র পূরণের পূর্বে প্রার্থীকে সংশ্লিষ্ট সকল নির্দেশনা সতর্কতার সাথে পাঠ করতে হবে। নির্ধারিত সময়ের মধ্যে আবেদনপত্র জমা না দিলে অথবা কোনো তথ্য ভুল প্রমাণিত হলে প্রার্থীতা বাতিল বলে গণ্য হবে। প্রার্থীর শিক্ষাগত যোগ্যতা, বয়স, জাতীয়তা ও অন্যান্য তথ্যের সমর্থনে সকল সনদপত্রের সত্যায়িত কপি মৌখিক পরীক্ষার সময় জমা দিতে হবে। কমিশন কর্তৃক নির্ধারিত তারিখে পরীক্ষা অনুষ্ঠিত হবে এবং পরীক্ষার সময়সূচি, আসনবিন্যাস ও অন্যান্য তথ্য কমিশনের ওয়েবসাইটে প্রকাশ করা হবে।	[876, 250, 1296, 312]
table-cell: ১৪৭০০০০১-১৪৯৯৯৯৯৯	[686, 825, 846, 840]
body-text: বিসিএস পরীক্ষার আবেদনপত্র পূরণের পূর্বে প্রার্থীকে সংশ্লিষ্ট সকল নির্দেশনা সতর্কতার সাথে পাঠ করতে হবে। নির্ধারিত সময়ের মধ্যে আবেদনপত্র জমা না দিলে অথবা কোনো তথ্য ভুল প্রমাণিত হলে প্রার্থীতা বাতিল বলে গণ্য হবে। প্রার্থীর শিক্ষাগত যোগ্যতা, বয়স, জাতীয়তা ও অন্যান্য তথ্যের সমর্থনে সকল সনদপত্রের সত্যায়িত কপি মৌখিক পরীক্ষার সময় জমা দিতে হবে। কমিশন কর্তৃক নির্ধারিত তারিখে পরীক্ষা অনুষ্ঠিত হবে এবং পরীক্ষার সময়সূচি, আসনবিন্যাস ও অন্যান্য তথ্য কমিশনের ওয়েবসাইটে প্রকাশ করা হবে।	[20, 437, 430, 498]
table-cell: ১৩০০০০০১-১৩৬৯৯৯৯৯	[533, 810, 686, 825]
online-form-title: অনলাইনে বিসিএস পরীক্ষার আবেদনপত্র (BPSC Form-1) জমাদান:	[4, 900, 321, 914]
table-header-cell: রেজিস্ট্রেশন নম্বরের রেঞ্জ (বাংলা মাধ্যম)	[533, 764, 686, 779]
table-cell: ১৮৭০০০০১-১৮৯৯৯৯৯৯	[686, 887, 846, 902]
body-text: বিসিএস পরীক্ষার আবেদনপত্র পূরণের পূর্বে প্রার্থীকে সংশ্লিষ্ট সকল নির্দেশনা সতর্কতার সাথে পাঠ করতে হবে। নির্ধারিত সময়ের মধ্যে আবেদনপত্র জমা না দিলে অথবা কোনো তথ্য ভুল প্রমাণিত হলে প্রার্থীতা বাতিল বলে গণ্য হবে। প্রার্থীর শিক্ষাগত যোগ্যতা, বয়স, জাতীয়তা ও অন্যান্য তথ্যের সমর্থনে সকল সনদপত্রের সত্যায়িত কপি মৌখিক পরীক্ষার সময় জমা দিতে হবে। কমিশন কর্তৃক নির্ধারিত তারিখে পরীক্ষা অনুষ্ঠিত হবে এবং পরীক্ষার সময়সূচি, আসনবিন্যাস ও অন্যান্য তথ্য কমিশনের ওয়েবসাইটে প্রকাশ করা হবে।	[448, 262, 858, 324]
table-row	[469, 779, 847, 794]
table-cell	[208, 207, 430, 222]
first-sms: প্রথম SMS: BCS <space>User ID লিখে send করুন 16222 নম্বরে।	[448, 347, 738, 359]
table-cell: ১৫০০০০০১-১৫৬৯৯৯৯৯	[533, 841, 686, 856]
